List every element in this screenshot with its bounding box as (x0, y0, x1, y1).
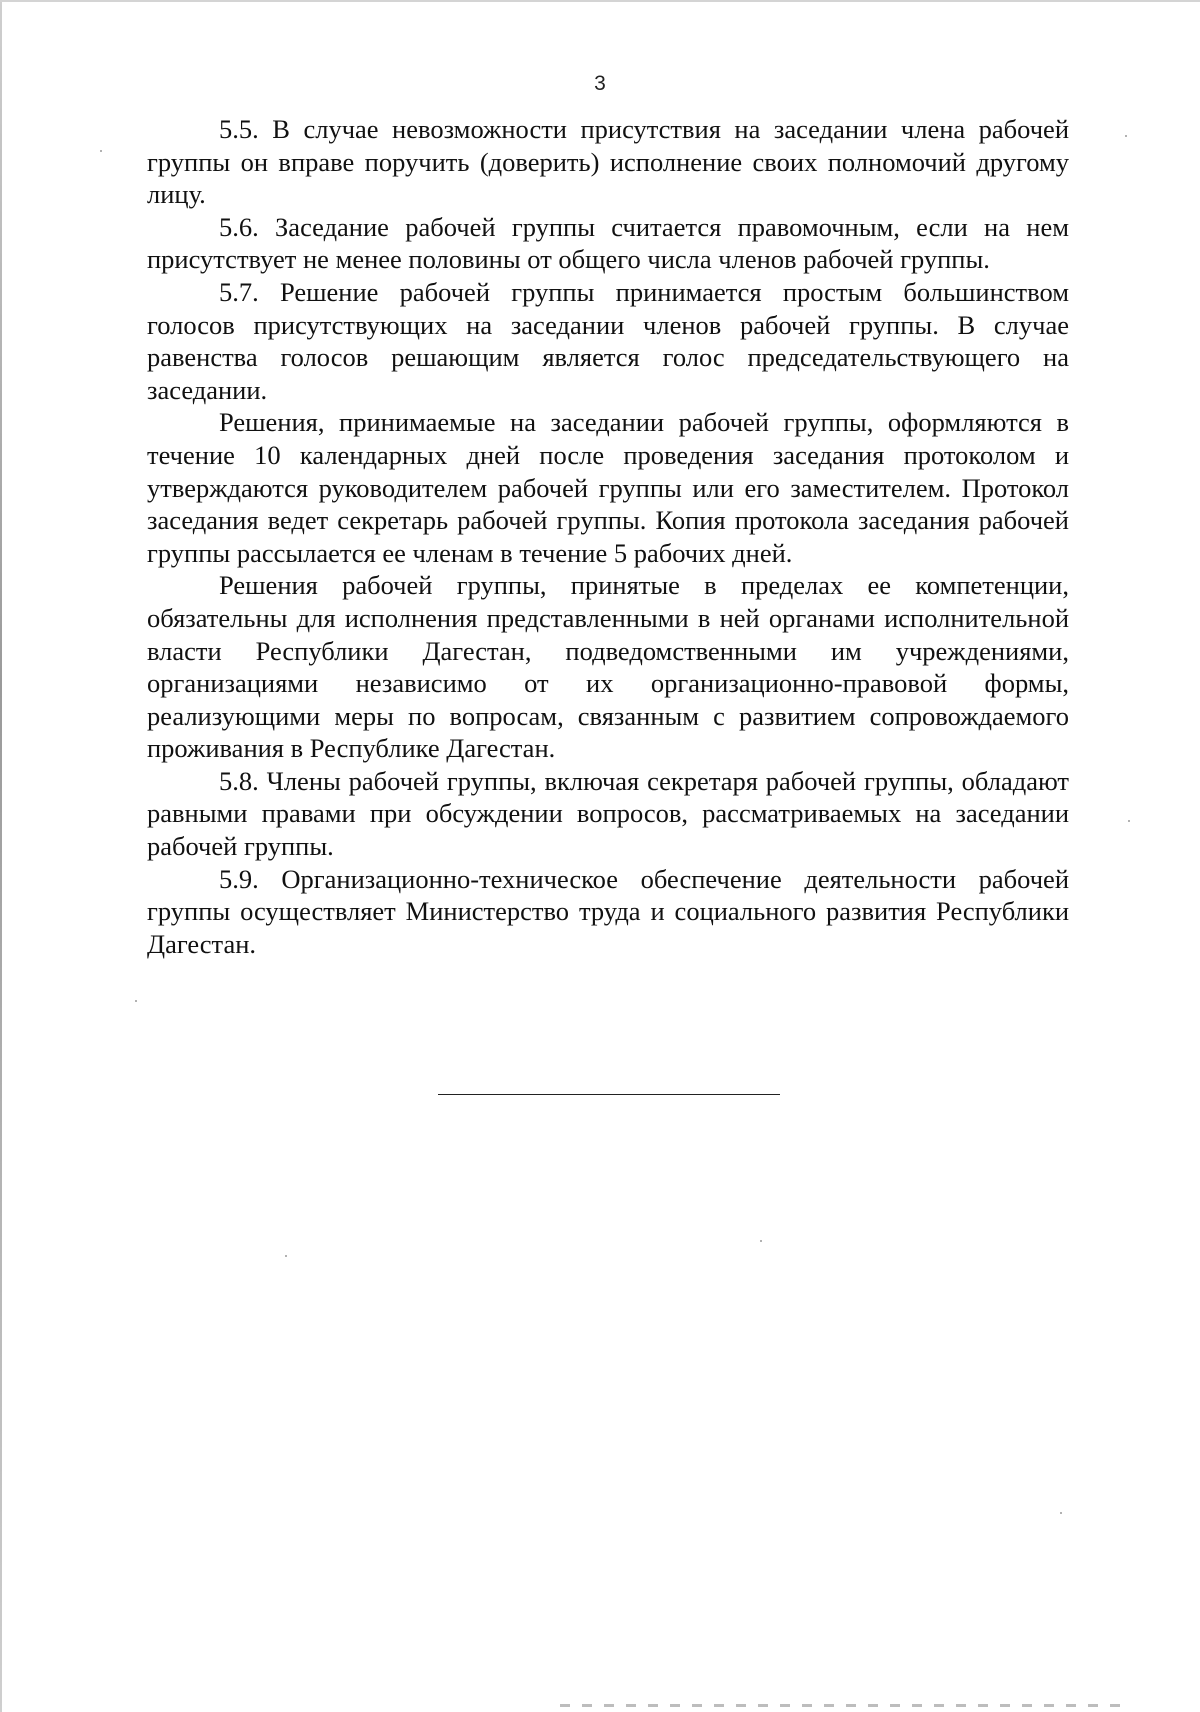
end-of-document-rule (438, 1094, 780, 1095)
scan-speck (1128, 820, 1130, 822)
paragraph-decisions-protocol: Решения, принимаемые на заседании рабочей группы, оформляются в течение 10 календарных дней после проведения заседания протоколом и утверждаются руководителем рабочей группы или его заместителем. Протокол заседания ведет секретарь рабочей группы. Копия протокола заседания рабочей группы рассылается ее членам в течение 5 рабочих дней. (147, 407, 1069, 568)
paragraph-5-8: 5.8. Члены рабочей группы, включая секретаря рабочей группы, обладают равными правами при обсуждении вопросов, рассматриваемых на заседании рабочей группы. (147, 765, 1069, 862)
scan-speck (285, 1255, 287, 1257)
paragraph-decisions-binding: Решения рабочей группы, принятые в пределах ее компетенции, обязательны для исполнения представленными в ней органами исполнительной власти Республики Дагестан, подведомственными им учреждениями, организациями независимо от их организационно-правовой формы, реализующими меры по вопросам, связанным с развитием сопровождаемого проживания в Республике Дагестан. (147, 570, 1069, 764)
paragraph-5-7: 5.7. Решение рабочей группы принимается простым большинством голосов присутствующих на заседании членов рабочей группы. В случае равенства голосов решающим является голос председательствующего на заседании. (147, 276, 1069, 405)
scan-speck (1125, 135, 1127, 137)
scan-speck (135, 1000, 137, 1002)
document-body (147, 113, 1069, 960)
scan-bottom-noise (560, 1704, 1120, 1707)
scan-speck (760, 1240, 762, 1242)
scan-edge-top (0, 0, 1200, 2)
page-number: 3 (594, 72, 606, 95)
scan-edge-left (0, 0, 2, 1712)
paragraph-5-6: 5.6. Заседание рабочей группы считается правомочным, если на нем присутствует не менее половины от общего числа членов рабочей группы. (147, 211, 1069, 275)
paragraph-5-5: 5.5. В случае невозможности присутствия на заседании члена рабочей группы он вправе поручить (доверить) исполнение своих полномочий другому лицу. (147, 114, 1069, 210)
paragraph-5-9: 5.9. Организационно-техническое обеспечение деятельности рабочей группы осуществляет Министерство труда и социального развития Республики Дагестан. (147, 863, 1069, 959)
scan-speck (100, 150, 102, 152)
scan-speck (1060, 1512, 1062, 1514)
